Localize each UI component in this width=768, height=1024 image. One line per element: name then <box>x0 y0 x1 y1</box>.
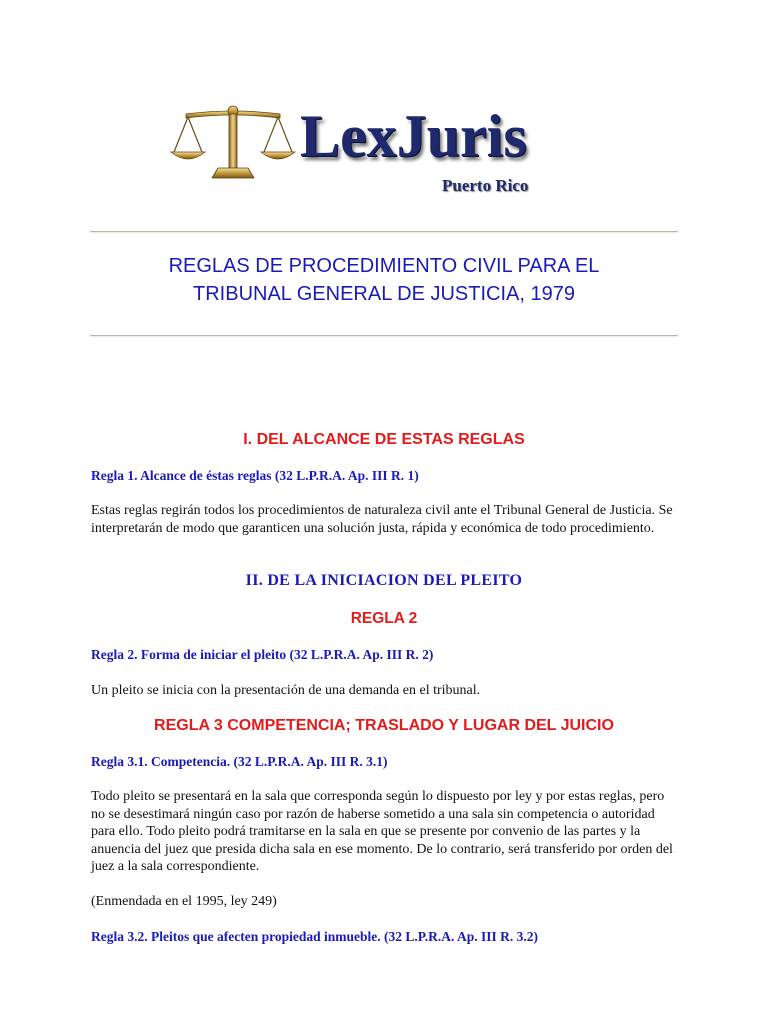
regla-2-heading: REGLA 2 <box>350 610 418 627</box>
rule-3-2-title: Regla 3.2. Pleitos que afecten propiedad inmueble. (32 L.P.R.A. Ap. III R. 3.2) <box>91 929 539 944</box>
rule-2-title: Regla 2. Forma de iniciar el pleito (32 L.P.R.A. Ap. III R. 2) <box>91 647 434 662</box>
title-line-2: TRIBUNAL GENERAL DE JUSTICIA, 1979 <box>193 283 575 305</box>
section-heading-3: REGLA 3 COMPETENCIA; TRASLADO Y LUGAR DEL JUICIO <box>154 717 614 734</box>
divider-top <box>90 231 678 233</box>
amendment-note: (Enmendada en el 1995, ley 249) <box>91 894 277 909</box>
rule-1-text: Estas reglas regirán todos los procedimientos de naturaleza civil ante el Tribunal General de Justicia. Se interpretarán de modo que garanticen una solución justa, rápida y económica de todo procedimiento. <box>91 503 673 536</box>
divider-bottom <box>90 335 678 337</box>
rule-3-1-title: Regla 3.1. Competencia. (32 L.P.R.A. Ap. III R. 3.1) <box>91 754 388 769</box>
document-title <box>90 252 678 308</box>
logo-subtitle: Puerto Rico <box>442 176 529 195</box>
rule-3-1-text: Todo pleito se presentará en la sala que corresponda según lo dispuesto por ley y por estas reglas, pero no se desestimará ningún caso por razón de haberse sometido a una sala sin competencia o autoridad para ello. Todo pleito podrá tramitarse en la sala en que se presente por convenio de las partes y la anuencia del juez que presida dicha sala en ese momento. De lo contrario, será transferido por orden del juez a la sala correspondiente. <box>91 789 673 874</box>
section-heading-2: II. DE LA INICIACION DEL PLEITO <box>245 572 523 589</box>
scales-of-justice-icon <box>168 100 298 185</box>
rule-1-title: Regla 1. Alcance de éstas reglas (32 L.P.R.A. Ap. III R. 1) <box>91 468 419 483</box>
logo-wordmark: LexJuris <box>300 103 527 169</box>
rule-2-text: Un pleito se inicia con la presentación de una demanda en el tribunal. <box>91 683 481 698</box>
lexjuris-logo <box>168 100 578 200</box>
section-heading-1: I. DEL ALCANCE DE ESTAS REGLAS <box>243 431 525 448</box>
title-line-1: REGLAS DE PROCEDIMIENTO CIVIL PARA EL <box>168 255 600 277</box>
